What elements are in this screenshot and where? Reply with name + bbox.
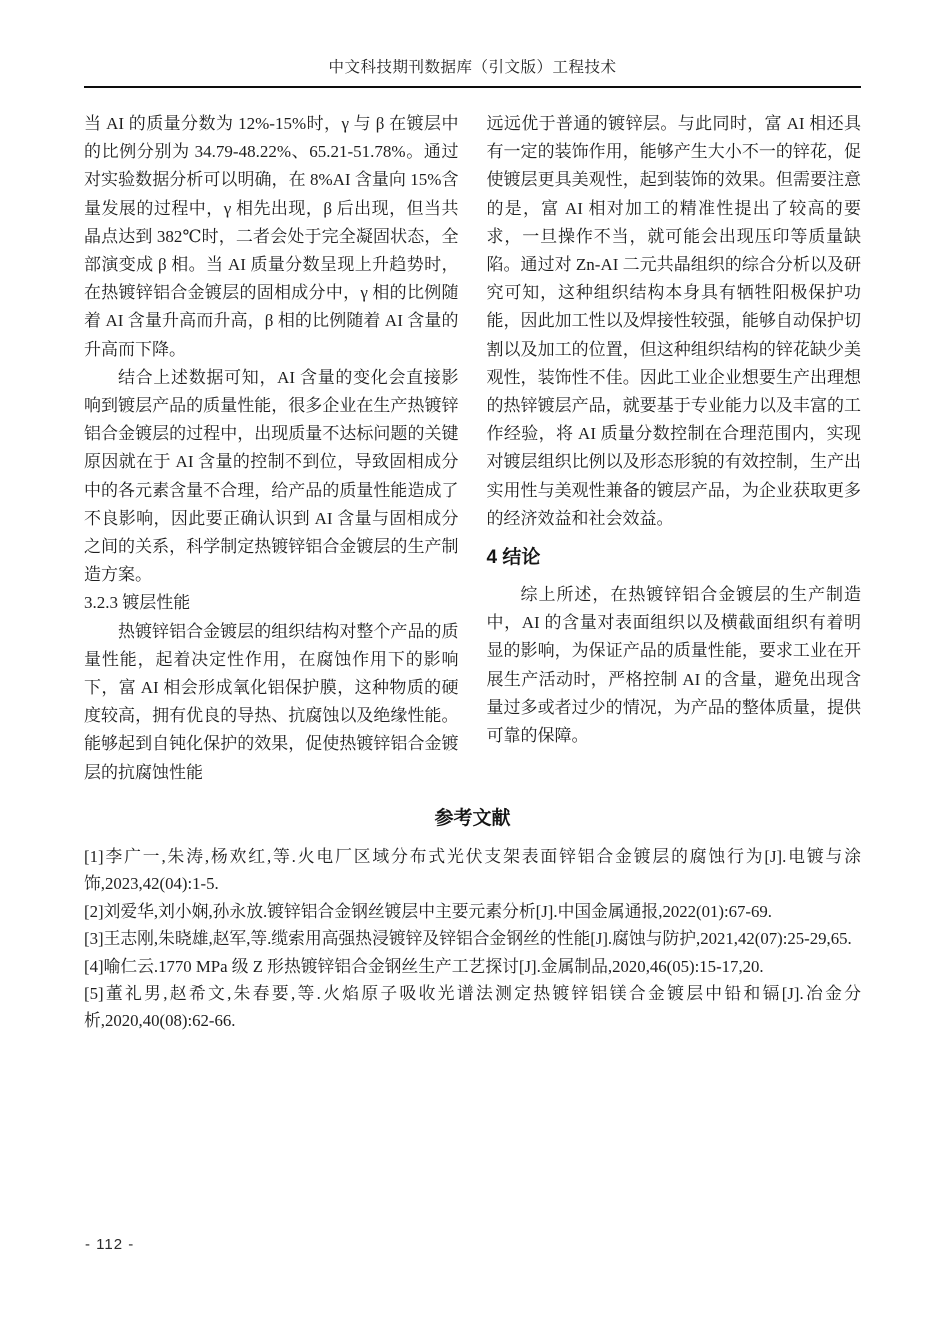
section-heading-3-2-3-coating-performance: 3.2.3 镀层性能	[84, 593, 191, 613]
paragraph-conclusion: 综上所述，在热镀锌铝合金镀层的生产制造中，AI 的含量对表面组织以及横截面组织有着明显的影响，为保证产品的质量性能，要求工业在开展生产活动时，严格控制 AI 的含量，避免出现含量过多或者过少的情况，为产品的整体质量，提供可靠的保障。	[486, 585, 861, 746]
right-column	[487, 110, 862, 787]
reference-item-5: [5]董礼男,赵希文,朱春要,等.火焰原子吸收光谱法测定热镀锌铝镁合金镀层中铅和镉[J].冶金分析,2020,40(08):62-66.	[84, 983, 861, 1031]
header-divider-rule	[84, 86, 861, 88]
left-column	[84, 110, 459, 787]
section-heading-4-conclusion: 4 结论	[486, 547, 541, 569]
two-column-text-block	[84, 110, 861, 787]
references-heading: 参考文献	[434, 807, 511, 829]
journal-header-title: 中文科技期刊数据库（引文版）工程技术	[328, 59, 617, 76]
paragraph-coating-structure: 热镀锌铝合金镀层的组织结构对整个产品的质量性能，起着决定性作用，在腐蚀作用下的影响下，富 AI 相会形成氧化铝保护膜，这种物质的硬度较高，拥有优良的导热、抗腐蚀以及绝缘性能。能够起到自钝化保护的效果，促使热镀锌铝合金镀层的抗腐蚀性能	[84, 621, 459, 782]
paragraph-al-content-influence: 结合上述数据可知，AI 含量的变化会直接影响到镀层产品的质量性能，很多企业在生产热镀锌铝合金镀层的过程中，出现质量不达标问题的关键原因就在于 AI 含量的控制不到位，导致固相成分中的各元素含量不合理，给产品的质量性能造成了不良影响，因此要正确认识到 AI 含量与固相成分之间的关系，科学制定热镀锌铝合金镀层的生产制造方案。	[84, 367, 459, 585]
references-section	[84, 807, 861, 1035]
paragraph-al-mass-fraction: 当 AI 的质量分数为 12%-15%时，γ 与 β 在镀层中的比例分别为 34.79-48.22%、65.21-51.78%。通过对实验数据分析可以明确，在 8%AI 含量向 15%含量发展的过程中，γ 相先出现，β 后出现，但当共晶点达到 382℃时，二者会处于完全凝固状态，全部演变成 β 相。当 AI 质量分数呈现上升趋势时，在热镀锌铝合金镀层的固相成分中，γ 相的比例随着 AI 含量升高而升高，β 相的比例随着 AI 含量的升高而下降。	[84, 114, 459, 359]
page-number: - 112 -	[85, 1236, 135, 1253]
reference-item-3: [3]王志刚,朱晓雄,赵军,等.缆索用高强热浸镀锌及锌铝合金钢丝的性能[J].腐蚀与防护,2021,42(07):25-29,65.	[84, 929, 852, 949]
reference-item-2: [2]刘爱华,刘小娴,孙永放.镀锌铝合金钢丝镀层中主要元素分析[J].中国金属通报,2022(01):67-69.	[84, 901, 773, 921]
page-header	[0, 0, 945, 88]
article-body	[84, 110, 861, 1035]
reference-item-4: [4]喻仁云.1770 MPa 级 Z 形热镀锌铝合金钢丝生产工艺探讨[J].金属制品,2020,46(05):15-17,20.	[84, 956, 764, 976]
paragraph-coating-decoration: 远远优于普通的镀锌层。与此同时，富 AI 相还具有一定的装饰作用，能够产生大小不一的锌花，促使镀层更具美观性，起到装饰的效果。但需要注意的是，富 AI 相对加工的精准性提出了较高的要求，一旦操作不当，就可能会出现压印等质量缺陷。通过对 Zn-AI 二元共晶组织的综合分析以及研究可知，这种组织结构本身具有牺牲阳极保护功能，因此加工性以及焊接性较强，能够自动保护切割以及加工的位置，但这种组织结构的锌花缺少美观性，装饰性不佳。因此工业企业想要生产出理想的热锌镀层产品，就要基于专业能力以及丰富的工作经验，将 AI 质量分数控制在合理范围内，实现对镀层组织比例以及形态形貌的有效控制，生产出实用性与美观性兼备的镀层产品，为企业获取更多的经济效益和社会效益。	[486, 114, 861, 528]
reference-item-1: [1]李广一,朱涛,杨欢红,等.火电厂区域分布式光伏支架表面锌铝合金镀层的腐蚀行为[J].电镀与涂饰,2023,42(04):1-5.	[84, 846, 861, 894]
